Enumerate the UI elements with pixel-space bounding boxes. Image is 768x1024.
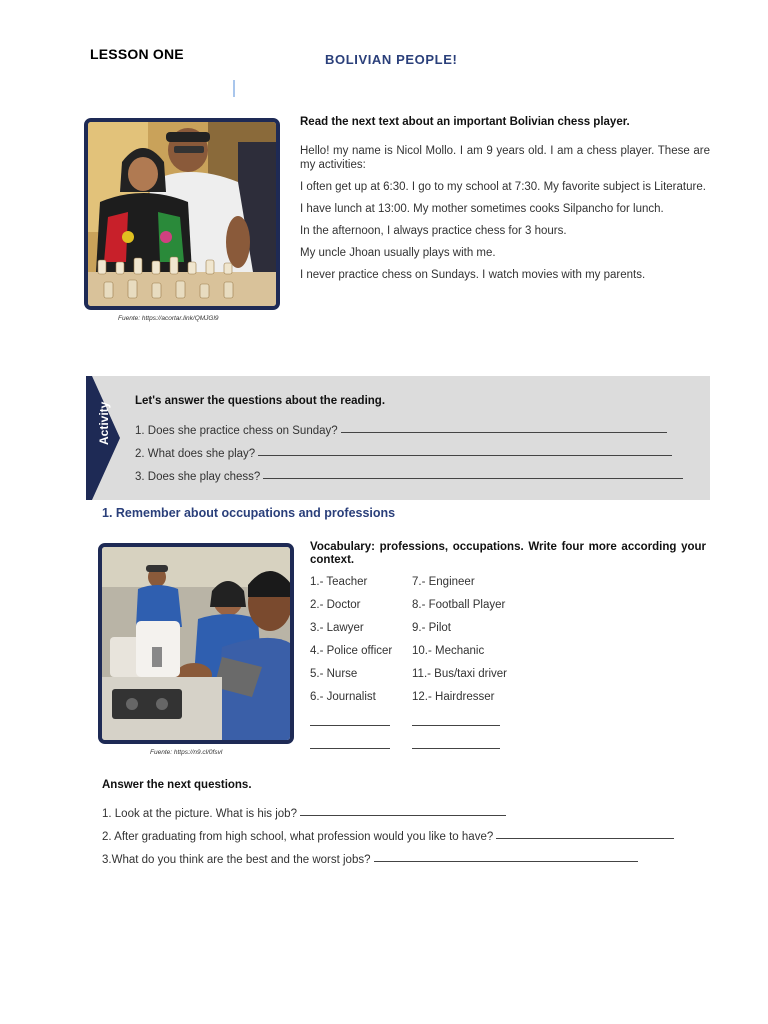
reading-paragraph: My uncle Jhoan usually plays with me. (300, 247, 496, 259)
chess-photo-illustration (88, 122, 276, 306)
reading-heading: Read the next text about an important Bolivian chess player. (300, 116, 630, 128)
vocab-blank[interactable] (310, 737, 412, 760)
vocab-item: 6.- Journalist (310, 691, 376, 703)
reading-paragraph: In the afternoon, I always practice chess for 3 hours. (300, 225, 567, 237)
vocabulary-heading: Vocabulary: professions, occupations. Write four more according your context. (310, 541, 706, 566)
section-title: 1. Remember about occupations and professions (102, 506, 396, 520)
lesson-title: LESSON ONE (90, 46, 184, 62)
answer-line[interactable] (263, 478, 683, 479)
answer-question (102, 797, 722, 820)
vocab-blank[interactable] (412, 714, 532, 737)
vocab-item: 1.- Teacher (310, 576, 368, 588)
answer-line[interactable] (374, 861, 638, 862)
answer-question (102, 843, 722, 866)
answer-line[interactable] (341, 432, 667, 433)
workers-photo (98, 543, 294, 744)
answer-question-text: 1. Look at the picture. What is his job? (102, 808, 297, 820)
vocab-item: 3.- Lawyer (310, 622, 364, 634)
answer-question-text: 3.What do you think are the best and the worst jobs? (102, 854, 371, 866)
activity-question-text: 2. What does she play? (135, 448, 256, 460)
vocab-blank[interactable] (310, 714, 412, 737)
answer-question-text: 2. After graduating from high school, what profession would you like to have? (102, 831, 494, 843)
text-cursor (233, 80, 235, 97)
vocab-item: 4.- Police officer (310, 645, 393, 657)
activity-question (135, 414, 705, 437)
vocab-item: 2.- Doctor (310, 599, 361, 611)
activity-tab (86, 376, 120, 500)
activity-question-text: 1. Does she practice chess on Sunday? (135, 425, 338, 437)
answer-line[interactable] (496, 838, 674, 839)
activity-question (135, 437, 705, 460)
answer-section (102, 779, 722, 866)
vocab-item: 5.- Nurse (310, 668, 358, 680)
activity-content (135, 395, 705, 483)
photo1-caption: Fuente: https://acortar.link/QMJGl9 (118, 315, 219, 322)
activity-question-text: 3. Does she play chess? (135, 471, 261, 483)
reading-paragraph: I have lunch at 13:00. My mother sometimes cooks Silpancho for lunch. (300, 203, 664, 215)
vocab-item: 12.- Hairdresser (412, 691, 495, 703)
reading-paragraph: I often get up at 6:30. I go to my school at 7:30. My favorite subject is Literature. (300, 181, 706, 193)
vocabulary-section (310, 541, 706, 760)
answer-line[interactable] (258, 455, 672, 456)
reading-paragraph: I never practice chess on Sundays. I watch movies with my parents. (300, 269, 646, 281)
vocab-item: 10.- Mechanic (412, 645, 485, 657)
reading-paragraph: Hello! my name is Nicol Mollo. I am 9 years old. I am a chess player. These are my activities: (300, 145, 710, 171)
vocab-item: 11.- Bus/taxi driver (412, 668, 508, 680)
vocab-item: 8.- Football Player (412, 599, 506, 611)
vocabulary-list (310, 576, 706, 760)
photo2-caption: Fuente: https://n9.cl/0fsvl (150, 749, 223, 756)
vocab-blank[interactable] (412, 737, 532, 760)
vocab-item: 7.- Engineer (412, 576, 475, 588)
activity-label: Activity (97, 401, 111, 445)
answer-question (102, 820, 722, 843)
reading-section (300, 116, 710, 290)
vocab-item: 9.- Pilot (412, 622, 451, 634)
activity-question (135, 460, 705, 483)
answer-line[interactable] (300, 815, 506, 816)
activity-heading: Let's answer the questions about the reading. (135, 395, 386, 407)
page-title: BOLIVIAN PEOPLE! (325, 52, 458, 67)
chess-player-photo (84, 118, 280, 310)
answer-heading: Answer the next questions. (102, 779, 252, 791)
workers-photo-illustration (102, 547, 290, 740)
